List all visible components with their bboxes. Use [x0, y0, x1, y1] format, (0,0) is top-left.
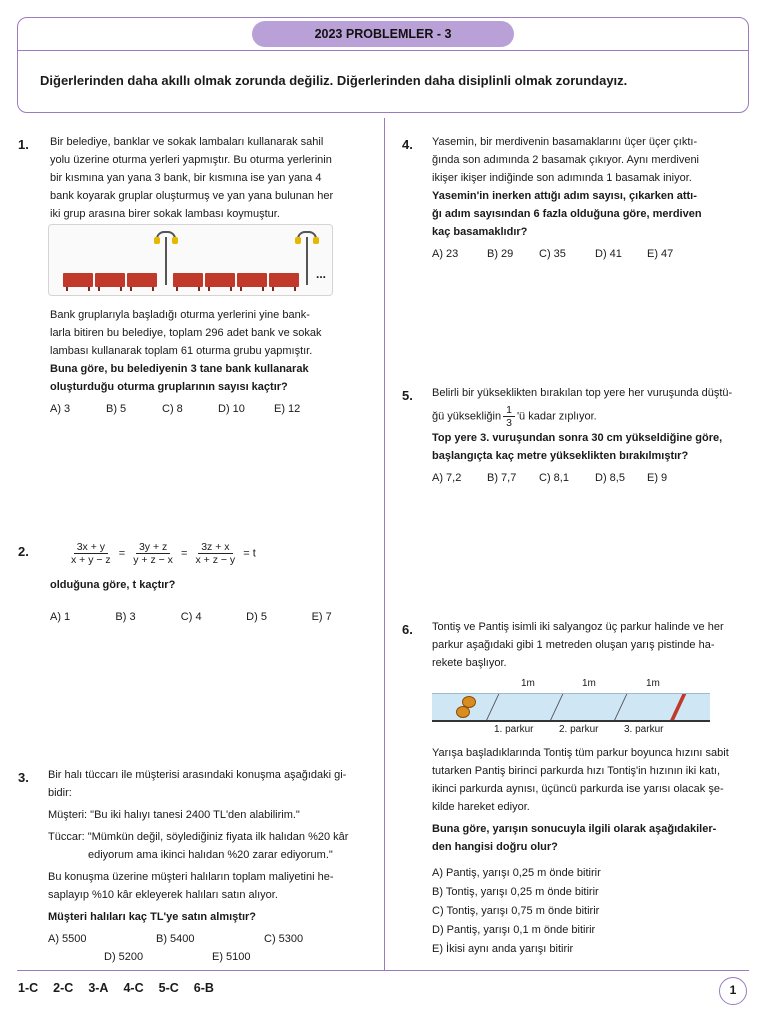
q3-body-line: saplayıp %10 kâr ekleyerek halıları satın alıyor. — [48, 889, 278, 901]
q6-option-b[interactable]: B) Tontiş, yarışı 0,25 m önde bitirir — [432, 886, 599, 898]
q1-number: 1. — [18, 137, 29, 152]
q2-number: 2. — [18, 544, 29, 559]
q3-customer-line: Müşteri: "Bu iki halıyı tanesi 2400 TL'den alabilirim." — [48, 809, 300, 821]
q1-intro-line: bir kısmına yan yana 3 bank, bir kısmına ise yan yana 4 — [50, 172, 322, 184]
column-divider — [384, 118, 385, 970]
answer-key-item: 1-C — [18, 981, 39, 995]
q3-number: 3. — [18, 770, 29, 785]
lamp-bulb-icon — [295, 237, 301, 244]
bench — [237, 273, 267, 287]
q1-options — [50, 400, 340, 418]
q6-option-e[interactable]: E) İkisi aynı anda yarışı bitirir — [432, 943, 574, 955]
q6-body-line: ikinci parkurda aynısı, üçüncü parkurda ise yarısı olacak şe- — [432, 783, 724, 795]
q3-options-row-1 — [48, 930, 368, 948]
page-title: 2023 PROBLEMLER - 3 — [252, 21, 514, 47]
q5-option-e[interactable]: E) 9 — [647, 472, 668, 484]
numerator: 3z + x — [198, 541, 232, 554]
q1-intro-line: bank koyarak gruplar oluşturmuş ve yan yana bulunan her — [50, 190, 334, 202]
answer-key-item: 6-B — [193, 981, 214, 995]
q3-intro-line: bidir: — [48, 787, 72, 799]
q2-question: olduğuna göre, t kaçtır? — [50, 579, 176, 591]
denominator: 3 — [506, 417, 512, 429]
q1-question-line: oluşturduğu oturma gruplarının sayısı kaçtır? — [50, 381, 288, 393]
q3-option-b[interactable]: B) 5400 — [156, 933, 195, 945]
bench — [269, 273, 299, 287]
lamp-bulb-icon — [313, 237, 319, 244]
q5-line-1: Belirli bir yükseklikten bırakılan top yere her vuruşunda düştü- — [432, 387, 733, 399]
race-track-figure — [432, 676, 710, 740]
q1-intro-line: Bir belediye, banklar ve sokak lambaları kullanarak sahil — [50, 136, 324, 148]
q2-option-b[interactable]: B) 3 — [115, 611, 136, 623]
q3-body-line: Bu konuşma üzerine müşteri halıların toplam maliyetini he- — [48, 871, 334, 883]
q3-merchant-line: ediyorum ama ikinci halıdan %20 zarar ediyorum." — [88, 849, 333, 861]
bench — [63, 273, 93, 287]
q3-option-d[interactable]: D) 5200 — [104, 951, 144, 963]
snail-icon — [456, 706, 470, 718]
q6-intro-line: Tontiş ve Pantiş isimli iki salyangoz üç parkur halinde ve her — [432, 621, 724, 633]
q5-question-line: Top yere 3. vuruşundan sonra 30 cm yükseldiğine göre, — [432, 432, 723, 444]
parkur-label: 3. parkur — [624, 724, 664, 735]
q6-body-line: kilde hareket ediyor. — [432, 801, 530, 813]
q4-intro-line: ikişer ikişer indiğinde son adımında 1 basamak iniyor. — [432, 172, 692, 184]
q1-body-line: Bank gruplarıyla başladığı oturma yerlerini yine bank- — [50, 309, 310, 321]
bench — [127, 273, 157, 287]
q1-option-d[interactable]: D) 10 — [218, 403, 245, 415]
meter-label: 1m — [521, 678, 535, 689]
q1-body-line: larla bitiren bu belediye, toplam 296 adet bank ve sokak — [50, 327, 322, 339]
q2-fraction-1 — [68, 541, 114, 566]
q5-line-2 — [432, 404, 742, 429]
q2-option-d[interactable]: D) 5 — [246, 611, 267, 623]
q4-intro-line: ğında son adımında 2 basamak çıkıyor. Aynı merdiveni — [432, 154, 700, 166]
q2-option-e[interactable]: E) 7 — [311, 611, 332, 623]
q3-option-c[interactable]: C) 5300 — [264, 933, 304, 945]
q4-body — [432, 133, 742, 263]
q5-option-c[interactable]: C) 8,1 — [539, 472, 569, 484]
q6-intro — [432, 618, 747, 672]
q5-options — [432, 469, 742, 487]
q2-equation — [66, 541, 346, 566]
q1-body-line: lambası kullanarak toplam 61 oturma grubu yapmıştır. — [50, 345, 313, 357]
denominator: x + y − z — [71, 554, 111, 566]
q4-option-c[interactable]: C) 35 — [539, 248, 566, 260]
q5-fraction — [503, 404, 515, 429]
answer-key-item: 4-C — [123, 981, 144, 995]
q5-body — [432, 384, 742, 487]
street-lamp-icon — [306, 237, 308, 285]
numerator: 3y + z — [136, 541, 170, 554]
bench — [173, 273, 203, 287]
q4-option-b[interactable]: B) 29 — [487, 248, 514, 260]
numerator: 1 — [503, 404, 515, 417]
q1-body — [50, 306, 340, 418]
q5-option-b[interactable]: B) 7,7 — [487, 472, 517, 484]
q3-option-a[interactable]: A) 5500 — [48, 933, 87, 945]
equals-sign: = — [118, 547, 126, 560]
equals-sign: = — [181, 547, 188, 560]
answer-key-item: 2-C — [53, 981, 74, 995]
header-box — [17, 17, 749, 113]
q1-option-a[interactable]: A) 3 — [50, 403, 71, 415]
q4-option-d[interactable]: D) 41 — [595, 248, 622, 260]
q6-question-line: Buna göre, yarışın sonucuyla ilgili olarak aşağıdakiler- — [432, 823, 717, 835]
q4-options — [432, 245, 742, 263]
q1-question-line: Buna göre, bu belediyenin 3 tane bank kullanarak — [50, 363, 309, 375]
footer-divider — [17, 970, 749, 971]
q6-number: 6. — [402, 622, 413, 637]
header-divider — [18, 50, 748, 51]
q5-line-2-pre: ğü yüksekliğin — [432, 410, 502, 423]
q6-option-c[interactable]: C) Tontiş, yarışı 0,75 m önde bitirir — [432, 905, 600, 917]
motto-text: Diğerlerinden daha akıllı olmak zorunda değiliz. Diğerlerinden daha disiplinli olmak zorundayız. — [40, 73, 628, 88]
parkur-label: 2. parkur — [559, 724, 599, 735]
q1-option-b[interactable]: B) 5 — [106, 403, 127, 415]
denominator: y + z − x — [133, 554, 173, 566]
q4-option-a[interactable]: A) 23 — [432, 248, 459, 260]
q1-intro-line: iki grup arasına birer sokak lambası koymuştur. — [50, 208, 280, 220]
meter-label: 1m — [646, 678, 660, 689]
bench-lamp-figure — [48, 224, 333, 296]
q2-option-a[interactable]: A) 1 — [50, 611, 71, 623]
street-lamp-icon — [165, 237, 167, 285]
q3-options-row-2 — [48, 948, 368, 966]
q5-line-2-post: 'ü kadar zıplıyor. — [516, 410, 597, 423]
q4-question-line: Yasemin'in inerken attığı adım sayısı, çıkarken attı- — [432, 190, 697, 202]
q5-option-a[interactable]: A) 7,2 — [432, 472, 462, 484]
q6-option-a[interactable]: A) Pantiş, yarışı 0,25 m önde bitirir — [432, 867, 601, 879]
denominator: x + z − y — [195, 554, 236, 566]
answer-key — [18, 981, 214, 995]
lamp-bulb-icon — [154, 237, 160, 244]
track-edge — [432, 720, 710, 722]
equation-tail: = t — [243, 547, 256, 560]
answer-key-item: 5-C — [158, 981, 179, 995]
q5-question-line: başlangıçta kaç metre yükseklikten bırakılmıştır? — [432, 450, 689, 462]
q6-intro-line: rekete başlıyor. — [432, 657, 507, 669]
q3-body — [48, 766, 368, 966]
q2-options — [50, 608, 350, 626]
q4-question-line: kaç basamaklıdır? — [432, 226, 528, 238]
q5-option-d[interactable]: D) 8,5 — [595, 472, 625, 484]
q2-fraction-2 — [130, 541, 176, 566]
ellipsis: ... — [316, 267, 327, 281]
q4-option-e[interactable]: E) 47 — [647, 248, 674, 260]
q3-question: Müşteri halıları kaç TL'ye satın almıştır? — [48, 911, 257, 923]
q5-number: 5. — [402, 388, 413, 403]
q1-option-c[interactable]: C) 8 — [162, 403, 183, 415]
q3-intro-line: Bir halı tüccarı ile müşterisi arasındaki konuşma aşağıdaki gi- — [48, 769, 347, 781]
answer-key-item: 3-A — [88, 981, 109, 995]
q1-intro-line: yolu üzerine oturma yerleri yapmıştır. Bu oturma yerlerinin — [50, 154, 332, 166]
q4-intro-line: Yasemin, bir merdivenin basamaklarını üçer üçer çıktı- — [432, 136, 698, 148]
parkur-label: 1. parkur — [494, 724, 534, 735]
q3-option-e[interactable]: E) 5100 — [212, 951, 251, 963]
q1-option-e[interactable]: E) 12 — [274, 403, 301, 415]
numerator: 3x + y — [74, 541, 108, 554]
q2-option-c[interactable]: C) 4 — [180, 611, 202, 623]
bench — [205, 273, 235, 287]
q6-intro-line: parkur aşağıdaki gibi 1 metreden oluşan yarış pistinde ha- — [432, 639, 715, 651]
bench — [95, 273, 125, 287]
q2-fraction-3 — [193, 541, 239, 566]
q6-question-line: den hangisi doğru olur? — [432, 841, 558, 853]
q6-body-line: tutarken Pantiş birinci parkurda hızı Tontiş'in hızının iki katı, — [432, 765, 721, 777]
q1-intro — [50, 133, 340, 223]
q6-option-d[interactable]: D) Pantiş, yarışı 0,1 m önde bitirir — [432, 924, 596, 936]
meter-label: 1m — [582, 678, 596, 689]
q6-options — [432, 864, 750, 959]
q6-body — [432, 744, 750, 959]
q2-body — [50, 576, 350, 626]
lamp-bulb-icon — [172, 237, 178, 244]
page-number: 1 — [719, 977, 747, 1005]
q6-body-line: Yarışa başladıklarında Tontiş tüm parkur boyunca hızını sabit — [432, 747, 729, 759]
q4-number: 4. — [402, 137, 413, 152]
q3-merchant-line: Tüccar: "Mümkün değil, söylediğiniz fiyata ilk halıdan %20 kâr — [48, 831, 349, 843]
q4-question-line: ğı adım sayısından 6 fazla olduğuna göre, merdiven — [432, 208, 702, 220]
track-edge — [432, 693, 710, 694]
